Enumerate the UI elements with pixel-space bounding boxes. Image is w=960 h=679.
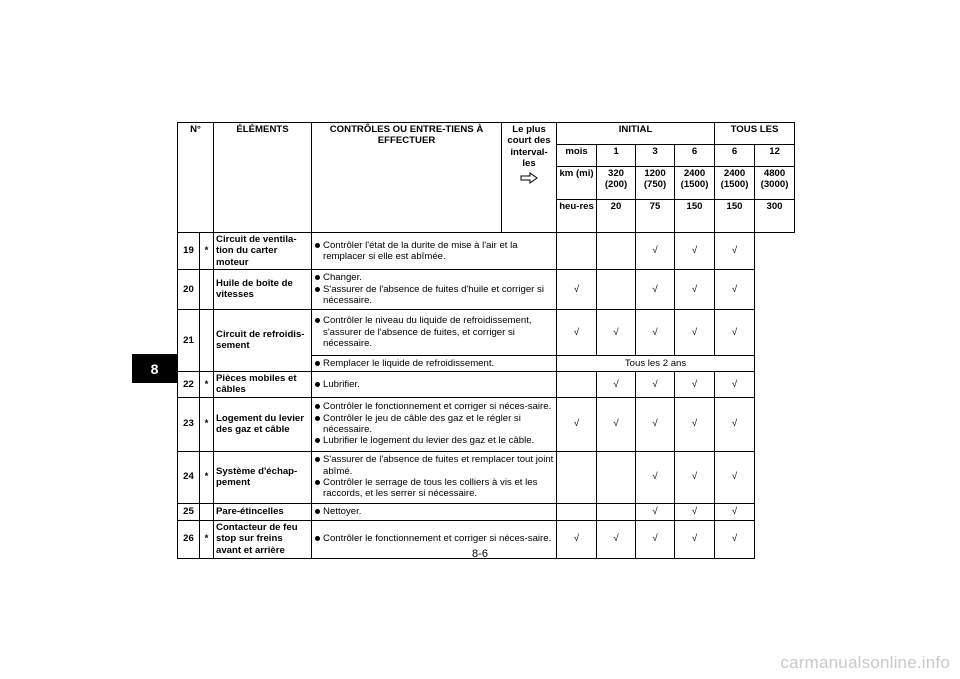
check-mark-cell — [597, 451, 636, 503]
check-item: Changer. — [314, 272, 554, 283]
header-km-value: 320 (200) — [597, 167, 636, 200]
element-name: Contacteur de feu stop sur freins avant et arrière — [214, 520, 312, 558]
check-mark-cell — [636, 309, 675, 355]
check-mark-cell — [557, 309, 597, 355]
interval-label-line: court des — [507, 135, 551, 147]
interval-note: Tous les 2 ans — [557, 355, 755, 371]
header-hours-value: 150 — [715, 200, 755, 233]
check-item: S'assurer de l'absence de fuites et remplacer tout joint abîmé. — [314, 454, 554, 477]
check-item: Contrôler le fonctionnement et corriger si néces-saire. — [314, 401, 554, 412]
check-mark-cell — [557, 451, 597, 503]
check-mark: √ — [652, 326, 658, 338]
check-mark: √ — [652, 505, 658, 517]
interval-label-line: interval- — [510, 146, 548, 158]
check-mark: √ — [573, 418, 580, 430]
header-months-value: 6 — [675, 145, 715, 167]
check-mark-cell — [675, 309, 715, 355]
check-mark: √ — [613, 533, 619, 545]
check-mark-cell — [715, 309, 755, 355]
header-km-value: 2400 (1500) — [715, 167, 755, 200]
check-item: Contrôler le niveau du liquide de refroidissement, s'assurer de l'absence de fuites, et corriger si nécessaire. — [314, 315, 554, 349]
check-mark-cell — [597, 233, 636, 270]
check-mark: √ — [731, 245, 738, 257]
check-mark: √ — [652, 471, 658, 483]
element-name: Pièces mobiles et câbles — [214, 371, 312, 397]
header-hours-value: 20 — [597, 200, 636, 233]
check-item: Contrôler l'état de la durite de mise à l'air et la remplacer si elle est abîmée. — [314, 240, 554, 263]
check-mark: √ — [691, 505, 698, 517]
arrow-right-icon — [520, 172, 538, 184]
check-mark-cell — [636, 397, 675, 451]
item-number: 19 — [178, 233, 200, 270]
special-service-marker: * — [200, 520, 214, 558]
header-hours-value: 75 — [636, 200, 675, 233]
check-mark-cell — [675, 233, 715, 270]
header-number: N° — [178, 123, 214, 233]
check-mark-cell — [557, 371, 597, 397]
header-km-value: 4800 (3000) — [755, 167, 795, 200]
check-mark: √ — [691, 326, 698, 338]
check-mark: √ — [731, 505, 738, 517]
checks-list — [312, 397, 557, 451]
check-mark-cell — [675, 397, 715, 451]
header-initial: INITIAL — [557, 123, 715, 145]
element-name: Logement du levier des gaz et câble — [214, 397, 312, 451]
check-item: Lubrifier le logement du levier des gaz et le câble. — [314, 435, 554, 446]
header-elements: ÉLÉMENTS — [214, 123, 312, 233]
check-mark: √ — [573, 533, 580, 545]
check-item: Lubrifier. — [314, 379, 554, 390]
check-mark: √ — [691, 378, 698, 390]
table-row — [178, 233, 795, 270]
check-mark: √ — [613, 418, 619, 430]
header-months-value: 3 — [636, 145, 675, 167]
check-mark-cell — [715, 269, 755, 309]
section-tab: 8 — [132, 354, 177, 383]
header-months-value: 12 — [755, 145, 795, 167]
check-item: Contrôler le fonctionnement et corriger si néces-saire. — [314, 533, 554, 544]
check-mark: √ — [613, 326, 619, 338]
check-mark-cell — [715, 397, 755, 451]
check-item: S'assurer de l'absence de fuites d'huile et corriger si nécessaire. — [314, 284, 554, 307]
special-service-marker: * — [200, 451, 214, 503]
check-mark: √ — [731, 326, 738, 338]
check-mark: √ — [573, 283, 580, 295]
check-mark-cell — [675, 451, 715, 503]
element-name: Huile de boîte de vitesses — [214, 269, 312, 309]
check-mark: √ — [613, 378, 619, 390]
table-row — [178, 397, 795, 451]
element-name: Circuit de refroidis-sement — [214, 309, 312, 371]
check-mark: √ — [731, 533, 738, 545]
check-mark: √ — [731, 378, 738, 390]
special-service-marker: * — [200, 233, 214, 270]
header-km-value: 1200 (750) — [636, 167, 675, 200]
check-mark: √ — [691, 418, 698, 430]
page-number: 8-6 — [472, 548, 488, 560]
checks-list — [312, 309, 557, 355]
item-number: 21 — [178, 309, 200, 371]
check-mark: √ — [731, 471, 738, 483]
check-mark: √ — [652, 378, 658, 390]
item-number: 24 — [178, 451, 200, 503]
special-service-marker — [200, 309, 214, 371]
check-item: Remplacer le liquide de refroidissement. — [314, 358, 554, 369]
element-name: Système d'échap-pement — [214, 451, 312, 503]
check-mark-cell — [675, 503, 715, 520]
checks-list — [312, 371, 557, 397]
check-mark-cell — [636, 503, 675, 520]
check-mark-cell — [636, 451, 675, 503]
check-mark-cell — [715, 371, 755, 397]
interval-label-line: Le plus — [512, 124, 546, 135]
check-mark-cell — [636, 269, 675, 309]
header-months-value: 1 — [597, 145, 636, 167]
header-km-label: km (mi) — [557, 167, 597, 200]
item-number: 20 — [178, 269, 200, 309]
check-mark-cell — [715, 233, 755, 270]
interval-label-line: les — [522, 157, 536, 169]
special-service-marker: * — [200, 371, 214, 397]
check-mark: √ — [691, 245, 698, 257]
check-item: Contrôler le serrage de tous les colliers à vis et les raccords, et les serrer si nécessaire. — [314, 477, 554, 500]
table-row — [178, 371, 795, 397]
check-mark-cell — [597, 503, 636, 520]
check-mark-cell — [597, 397, 636, 451]
check-mark: √ — [652, 533, 658, 545]
check-mark-cell — [597, 371, 636, 397]
checks-list — [312, 233, 557, 270]
checks-list — [312, 355, 557, 371]
check-mark: √ — [731, 283, 738, 295]
element-name: Pare-étincelles — [214, 503, 312, 520]
check-mark-cell — [557, 269, 597, 309]
check-mark-cell — [597, 269, 636, 309]
header-every: TOUS LES — [715, 123, 795, 145]
check-mark-cell — [557, 233, 597, 270]
checks-list — [312, 503, 557, 520]
header-km-value: 2400 (1500) — [675, 167, 715, 200]
check-mark: √ — [652, 245, 658, 257]
check-mark-cell — [715, 503, 755, 520]
check-mark: √ — [573, 326, 580, 338]
check-mark: √ — [691, 283, 698, 295]
header-checks: CONTRÔLES OU ENTRE-TIENS À EFFECTUER — [312, 123, 502, 233]
table-row — [178, 503, 795, 520]
table-row — [178, 309, 795, 355]
check-mark: √ — [652, 283, 658, 295]
item-number: 26 — [178, 520, 200, 558]
watermark-logo: carmanualsonline.info — [780, 653, 950, 672]
special-service-marker: * — [200, 397, 214, 451]
maintenance-table — [177, 122, 795, 559]
check-mark-cell — [636, 233, 675, 270]
header-hours-value: 150 — [675, 200, 715, 233]
check-mark-cell — [557, 397, 597, 451]
item-number: 23 — [178, 397, 200, 451]
table-row — [178, 451, 795, 503]
check-mark-cell — [636, 371, 675, 397]
check-mark: √ — [652, 418, 658, 430]
item-number: 22 — [178, 371, 200, 397]
check-mark: √ — [691, 533, 698, 545]
check-mark: √ — [691, 471, 698, 483]
checks-list — [312, 451, 557, 503]
special-service-marker — [200, 503, 214, 520]
header-shortest-interval — [502, 123, 557, 233]
check-mark-cell — [597, 309, 636, 355]
check-mark-cell — [715, 451, 755, 503]
header-hours-label: heu-res — [557, 200, 597, 233]
check-mark-cell — [675, 371, 715, 397]
header-hours-value: 300 — [755, 200, 795, 233]
check-item: Contrôler le jeu de câble des gaz et le régler si nécessaire. — [314, 413, 554, 436]
header-months-value: 6 — [715, 145, 755, 167]
check-item: Nettoyer. — [314, 506, 554, 517]
check-mark: √ — [731, 418, 738, 430]
header-months-label: mois — [557, 145, 597, 167]
check-mark-cell — [675, 269, 715, 309]
element-name: Circuit de ventila-tion du carter moteur — [214, 233, 312, 270]
table-row — [178, 269, 795, 309]
item-number: 25 — [178, 503, 200, 520]
special-service-marker — [200, 269, 214, 309]
check-mark-cell — [557, 503, 597, 520]
checks-list — [312, 269, 557, 309]
